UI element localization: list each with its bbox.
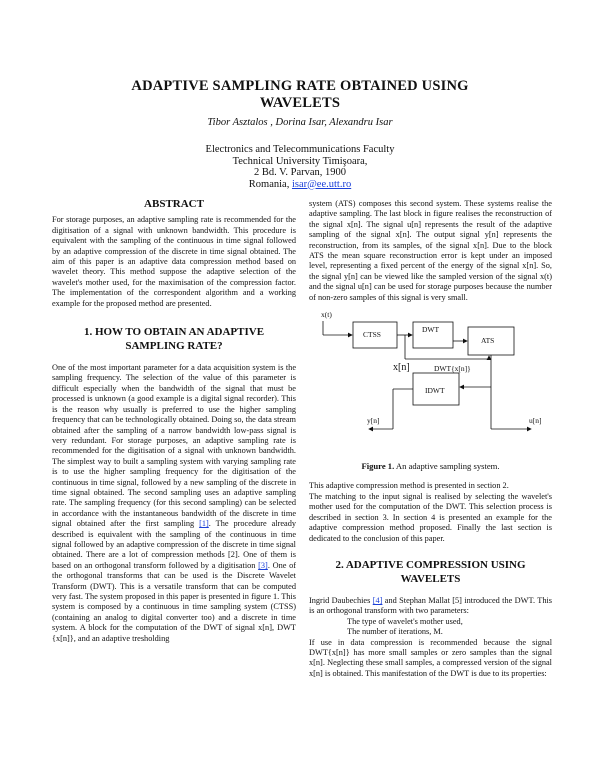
section1-heading <box>52 325 296 353</box>
label-un: u[n] <box>529 416 542 426</box>
section2-heading <box>309 558 552 586</box>
label-xn: x[n] <box>393 362 410 374</box>
ref-1-link[interactable]: [1] <box>199 519 209 529</box>
email-link[interactable]: isar@ee.utt.ro <box>291 178 352 190</box>
section1-text-part1: One of the most important parameter for a data acquisition system is the sampling frequency. The selection of the value of this parameter is difficult especially when the bandwidth of the signal that must be processed is unknown (a good example is a digital signal recorder). This is the reason why usually is preferred to use the higher sampling frequency that can be technologically obtained. Doing so, the data stream obtained after the sampling of a narrow bandwidth low-pass signal is very redundant. For storage purposes, an adaptive sampling rate is recommended for the digitisation of a signal with unknown bandwidth. The simplest way to built a sampling system with varying sampling rate is to use the higher sampling frequency for the digitisation of the continuous in time signal, followed by a new sampling of the discrete in time signal obtained. The second sampling uses an adaptive sampling rate. The sampling frequency (for this second sampling) can be selected in accordance with the instantaneous bandwidth of the discrete in time signal obtained after the first sampling <box>52 363 296 529</box>
affiliation <box>150 144 450 190</box>
right-column <box>309 199 552 679</box>
figure-caption <box>309 461 552 471</box>
ref-3-link[interactable]: [3] <box>258 560 268 570</box>
section2-text-1 <box>309 596 552 617</box>
section2-text-2: If use in data compression is recommended because the signal DWT{x[n]} has more small samples or zero samples than the signal x[n]. Neglecting these small samples, a compressed version of the signal x[n] is obtained. This manifestation of the DWT is due to its properties: <box>309 637 552 678</box>
ref-4-link[interactable]: [4] <box>372 595 383 605</box>
section1-heading-line-1: 1. HOW TO OBTAIN AN ADAPTIVE <box>83 326 265 339</box>
abstract-text: For storage purposes, an adaptive sampling rate is recommended for the digitisation of a signal with unknown bandwidth. This procedure is equivalent with the sampling of the continuous in time signal followed by an adaptive compression of the discrete in time signal obtained. The aim of this paper is an adaptive data compression method based on wavelet theory. This method suppose the adaptive selection of the wavelet's mother used, for the maximisation of the compression factor. The implementation of the correspondent algorithm and a working example for the proposed method are presented. <box>52 215 296 308</box>
authors: Tibor Asztalos , Dorina Isar, Alexandru Isar <box>207 117 393 128</box>
label-dwt: DWT <box>422 325 440 335</box>
param-2: The number of iterations, M. <box>347 627 443 637</box>
section1-text-part2: . The procedure already described is equivalent with the sampling of the continuous in time signal followed by an adaptive compression of the discrete in time signal obtained. There are a lot of compression methods [2]. One of them is based on an orthogonal transform followed by a digitisation <box>52 519 296 570</box>
section1-heading-line-2: SAMPLING RATE? <box>125 340 223 353</box>
figure-caption-text: An adaptive sampling system. <box>394 461 500 472</box>
figure-1 <box>309 309 552 459</box>
title-line-1: ADAPTIVE SAMPLING RATE OBTAINED USING <box>131 78 469 94</box>
label-dwtxn: DWT{x[n]} <box>434 364 471 374</box>
param-1: The type of wavelet's mother used, <box>347 616 463 626</box>
paper-title <box>100 78 500 112</box>
affiliation-line-3: 2 Bd. V. Parvan, 1900 <box>253 167 347 178</box>
right-top-text: system (ATS) composes this second system. These systems realise the adaptive sampling. The last block in figure realises the reconstruction of the signal x[n]. The signal u[n] represents the result of the adaptive sampling of the signal x[n]. The output signal y[n] represents the reconstruction, from its samples, of the signal x[n]. Due to the block ATS the mean square reconstruction error is kept under an imposed level, representing a fixed percent of the energy of the signal x[n]. So, the signal y[n] can be viewed like the sampled version of the signal x(t) and the signal u[n] can be used for storage purposes because the number of non-zero samples of this signal is very small. <box>309 199 552 302</box>
label-idwt: IDWT <box>425 386 445 396</box>
affiliation-line-1: Electronics and Telecommunications Faculty <box>205 144 395 155</box>
section2-heading-line-2: WAVELETS <box>400 572 461 585</box>
section1-text <box>52 363 296 644</box>
affiliation-country: Romania, <box>248 178 292 190</box>
section2-heading-line-1: 2. ADAPTIVE COMPRESSION USING <box>335 558 526 571</box>
label-yn: y[n] <box>367 416 380 426</box>
section2-text-1a: Ingrid Daubechies <box>309 595 373 605</box>
label-ctss: CTSS <box>363 330 381 340</box>
affiliation-line-2: Technical University Timişoara, <box>232 155 368 167</box>
right-mid-text-2: The matching to the input signal is realised by selecting the wavelet's mother used for the computation of the DWT. This selection process is described in section 3. In section 4 is presented an example for the adaptive compression method proposed. Finally the last section is dedicated to the conclusion of this paper. <box>309 491 552 543</box>
figure-caption-label: Figure 1. <box>361 461 395 472</box>
section2-text-1b: and Stephan Mallat [5] introduced the DWT. This is an orthogonal transform with two parameters: <box>309 595 552 616</box>
label-ats: ATS <box>481 336 495 346</box>
section1-text-part3: . One of the orthogonal transforms that can be used is the Discrete Wavelet Transform (DWT). This is a versatile transform that can be computed very fast. The system proposed in this paper is presented in figure 1. This system is composed by a continuous in time sampling system (CTSS) (containing an analog to digital converter too) and a discrete in time system. A block for the computation of the DWT of signal x[n], DWT {x[n]}, and an adaptive tresholding <box>52 560 296 643</box>
label-xt: x(t) <box>321 310 332 320</box>
right-mid-text-1: This adaptive compression method is presented in section 2. <box>309 481 509 491</box>
abstract-heading: ABSTRACT <box>144 198 204 210</box>
left-column <box>52 199 296 644</box>
title-line-2: WAVELETS <box>259 95 341 111</box>
affiliation-line-4 <box>150 179 450 191</box>
